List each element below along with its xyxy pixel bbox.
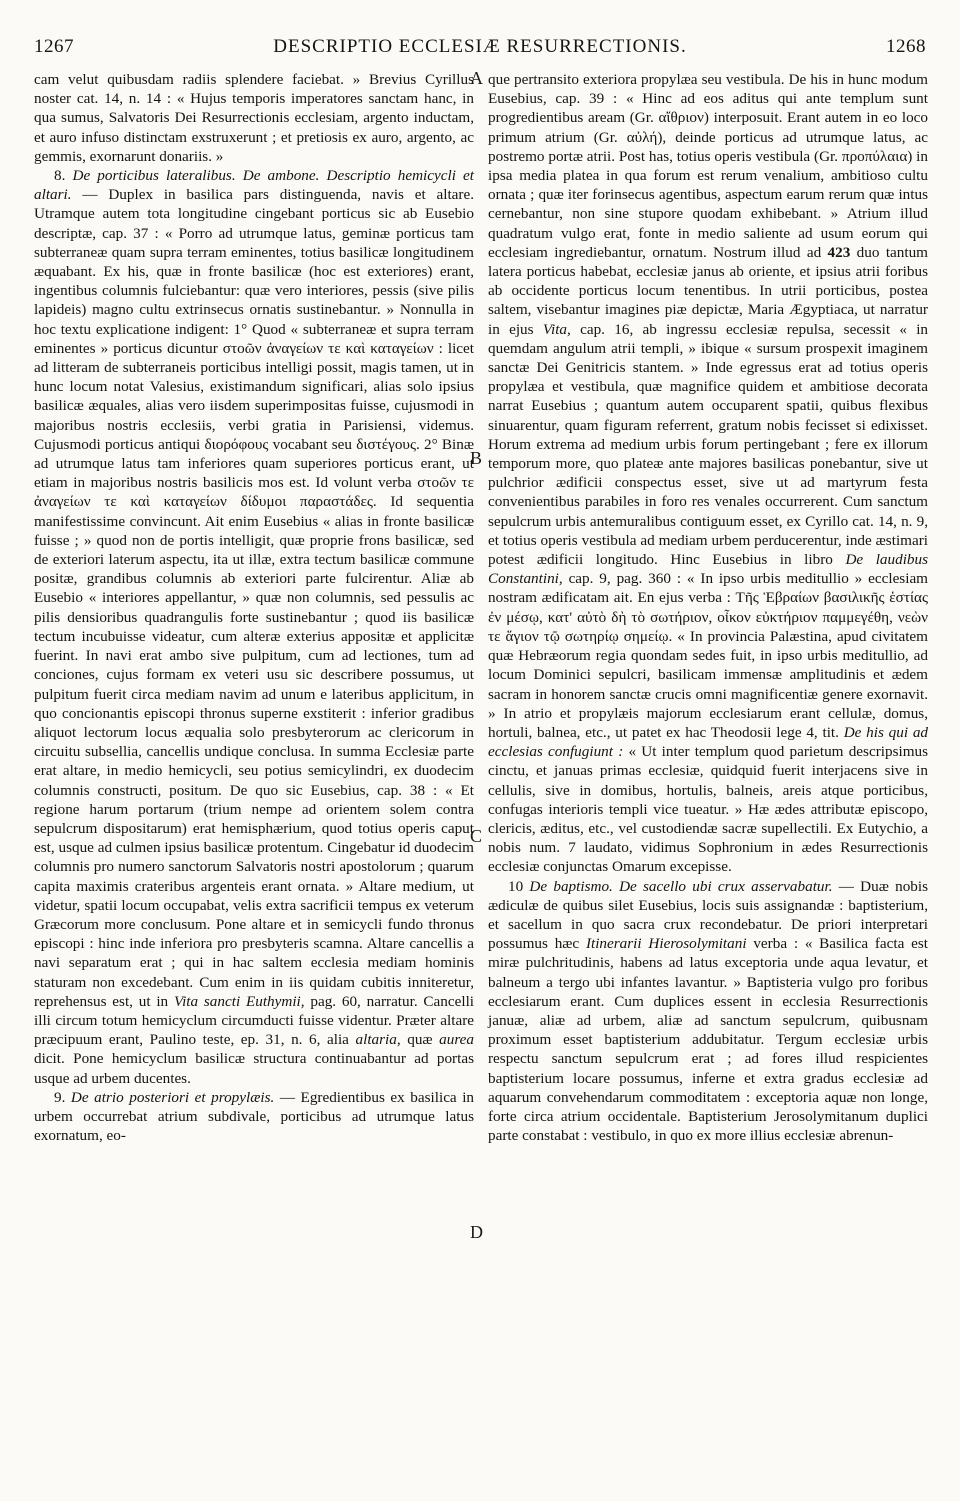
- section-10-body: — Duæ nobis ædiculæ de quibus silet Eusebius, locis suis assignandæ : baptisterium, et sacellum in quo sacra crux recondebatur. De priori interpretari possumus hæc: [488, 877, 929, 953]
- section-8-tail: pag. 60, narratur. Cancelli illi circum totum hemicyclum circumducti fuisse videntur. Præter altare præcipuum erant, Paulino teste, ep. 31, n. 6, alia: [34, 992, 475, 1049]
- right-ref-laudibus: De laudibus Constantini,: [488, 551, 929, 588]
- section-8-altaria: altaria,: [355, 1031, 401, 1049]
- right-column: [488, 70, 928, 1145]
- right-paragraph-1: [488, 70, 928, 877]
- margin-marker-b: B: [470, 448, 483, 468]
- left-column: [34, 70, 474, 1145]
- margin-marker-a: A: [470, 68, 483, 88]
- section-8-title: De porticibus lateralibus. De ambone. Descriptio hemicycli et altari.: [34, 167, 474, 204]
- right-text-a: que pertransito exteriora propylæa seu vestibula. De his in hunc modum Eusebius, cap. 39 : « Hinc ad eos aditus qui ante templum sunt progredientibus aream (Gr. αἴθριον) interposuit. Erant autem in eo loco primum atrium (Gr. αὐλή), deinde porticus ad utrumque latus, ac postremo portæ atrii. Post has, totius operis vestibula (Gr. προπύλαια) in ipsa media platea in qua forum est rerum venalium, ambitioso cultu ornata ; quæ iter forinsecus agentibus, aspectum earum rerum quæ intus cernebantur, non sine stupore quodam exhibebant. » Atrium illud quadratum vulgo erat, fonte in medio saliente ad usum eorum qui ecclesiam ingrediebantur, ornatum. Nostrum illud ad: [488, 71, 928, 261]
- section-10-title: De baptismo. De sacello ubi crux asservabatur.: [529, 877, 833, 895]
- section-8-ref-vita: Vita sancti Euthymii,: [173, 992, 305, 1010]
- section-10: [488, 877, 928, 1146]
- section-8-mid: quæ: [407, 1031, 433, 1049]
- section-8-aurea: aurea: [439, 1031, 475, 1049]
- section-10-tail: verba : « Basilica facta est miræ pulchritudinis, habens ad latus exceptoria unde aqua levatur, et balneum a tergo ubi infantes lavantur. » Baptisteria vulgo pro foribus ecclesiarum erant. Cum duplices essent in ecclesia Resurrectionis januæ, aliæ ad urbem, aliæ ad sanctum sepulcrum, quibusnam proximum esset baptisterium addubitatur. Tergum ecclesiæ urbis respectu sanctum sepulcrum erat ; ad fores illud respicientes baptisterium locare possumus, inferne et extra gradus ecclesiæ ad aquarum convehendarum commoditatem : exceptoria aquæ non longe, forte circa atrium occidentale. Baptisterium Jerosolymitanum duplici parte constabat : vestibulo, in quo ex more illius ecclesiæ abrenun-: [488, 935, 929, 1145]
- section-8: [34, 166, 474, 1088]
- page-number-right: 1268: [885, 36, 926, 57]
- section-9: [34, 1088, 474, 1146]
- section-8-end: dicit. Pone hemicyclum basilicæ structura continuabantur ad portas usque ad urbem ducentes.: [34, 1050, 474, 1087]
- right-ref-vita: Vita,: [542, 320, 571, 338]
- section-8-body: — Duplex in basilica pars distinguenda, navis et altare. Utramque autem tota longitudine cingebant porticus sic ab Eusebio descriptæ, cap. 37 : « Porro ad utrumque latus, geminæ porticus tam subterraneæ quam supra terram eminentes, totius basilicæ longitudinem æquabant. Ex his, quæ in fronte basilicæ (hoc est exteriores) erant, ingentibus columnis fulciebantur: quæ vero interiores, pessis (sive pilis lapideis) magno cultu extrinsecus ornatis sustinebantur. » Nonnulla in hoc textu explicatione indigent: 1° Quod « subterraneæ et supra terram eminentes » porticus dicuntur στοῶν ἀναγείων τε καὶ καταγείων : licet ad litteram de subterraneis porticibus intelligi possit, magis tamen, ut in hunc locum notat Valesius, existimandum significari, alias solo ipsius basilicæ æquales, alias vero iisdem superimpositas fuisse, cujusmodi in majoribus nostris ecclesiis, verbi gratia in Parisiensi, videmus. Cujusmodi porticus antiqui διορόφους vocabant seu διστέγους. 2° Binæ ad utrumque latus tam inferiores quam superiores porticus erant, ut etiam in majoribus nostris basilicis mos est. Id volunt verba στοῶν τε ἀναγείων τε καὶ καταγείων δίδυμοι παραστάδες. Id sequentia manifestissime convincunt. Ait enim Eusebius « alias in fronte basilicæ fuisse ; » quod non de portis intelligit, quæ proprie frons basilicæ, sed de exteriori laterum aspectu, ita ut illæ, extra tectum basilicæ commune positæ, grandibus columnis ab exteriori parte fulcirentur. Aliæ ab Eusebio « interiores appellantur, » quæ non columnis, sed pessulis ac pilis densioribus quadrangulis forte sustinebantur ; quod iis basilicæ tectum incubuisse videatur, cum alteræ exterius appositæ et applicitæ fuerint. In navi erat ambo sive pulpitum, cum ad lectiones, tum ad conciones, cujus formam ex veteri usu sic describere possumus, ut pulpitum fuerit circa mediam navim ad unum e lateribus applicitum, in quo concionantis episcopi thronus superne exstiterit : inferior gradibus aliquot lectorum locus æqualia solo presbyterorum ac clericorum in circuitu subsellia, cancellis undique conclusa. In summa Ecclesiæ parte erat altare, in medio hemicycli, seu potius semicylindri, ex duodecim columnis constructi, positum. De quo sic Eusebius, cap. 38 : « Et regione harum portarum (trium nempe ad orientem solem contra sepulcrum dispositarum) erat hemisphærium, quod totius operis caput est, usque ad culmen ipsius basilicæ protentum. Cingebatur id duodecim columnis pro numero sanctorum Salvatoris nostri apostolorum ; quarum capita maximis crateribus argenteis erant ornata. » Altare medium, ut videtur, spatii locum occupabat, velis extra sacrificii tempus ex veterum Græcorum more conclusum. Pone altare et in semicycli fundo thronus episcopi : hinc inde inferiora pro presbyteris scamna. Altare cancellis a navi separatum erat ; qui in hac saltem ecclesia mediam hominis staturam non excedebant. Cum enim in iis quidam cubitis inniteretur, reprehensus est, ut in: [34, 186, 474, 1010]
- section-9-title: De atrio posteriori et propylæis.: [70, 1088, 275, 1106]
- page-number-left: 1267: [34, 36, 74, 57]
- section-9-body: — Egredientibus ex basilica in urbem occurrebat atrium subdivale, porticibus ad utrumque latus exornatum, eo-: [34, 1088, 475, 1145]
- running-title: DESCRIPTIO ECCLESIÆ RESURRECTIONIS.: [273, 36, 687, 57]
- section-10-itinerarium: Itinerarii Hierosolymitani: [585, 935, 747, 953]
- right-ref-confugiunt: De his qui ad ecclesias confugiunt :: [488, 723, 929, 761]
- margin-marker-c: C: [470, 826, 483, 846]
- paragraph-continuation: cam velut quibusdam radiis splendere faciebat. » Brevius Cyrillus noster cat. 14, n. 14 : « Hujus temporis imperatores sanctam hanc, in qua sumus, Salvatoris Dei Resurrectionis ecclesiam, argento inductam, et auro infuso distinctam exstruxerunt ; et pretiosis ex auro, argento, ac gemmis, exornarunt donariis. »: [34, 71, 474, 165]
- right-text-c: cap. 16, ab ingressu ecclesiæ repulsa, secessit « in quemdam angulum atrii templi, » ibique « sursum prospexit imaginem sanctæ Dei Genitricis stantem. » Inde egressus erat ad totius operis propylæa et vestibula, quæ magnifice quidem et ambitiose decorata narrat Eusebius ; quantum autem occuparent spatii, quibus flexibus sinuarentur, quam figuram referrent, gratum nobis fecisset si edixisset. Horum extrema ad medium urbis forum pertingebant ; fere ex illorum temporum more, quo plateæ ante majores basilicas ponebantur, sive ut pulchrior ædificii conspectus esset, sive ut ad martyrum festa convenientibus parabiles in foro res venales occurrerent. Cum sanctum sepulcrum urbis antemuralibus contiguum esset, ex Cyrillo cat. 14, n. 9, et totius operis vestibula ad mediam urbem perducerentur, inde æstimari potest ædificii longitudo. Hinc Eusebius in libro: [488, 320, 929, 569]
- right-text-e: « Ut inter templum quod parietum descripsimus cinctu, et januas primas ecclesiæ, quidquid fuerit interjacens sive in cellulis, sive in domibus, hortulis, balneis, areis atque porticibus, confugas interioris templi vice tueatur. » Hæ ædes attributæ episcopo, clericis, æditus, etc., vel custodiendæ sacræ supellectili. Ex Eutychio, a nobis num. 7 laudato, vidimus Sophronium in ædes Resurrectionis ecclesiæ conjunctas Omarum excepisse.: [488, 743, 929, 876]
- marginal-number: 423: [827, 243, 851, 261]
- section-8-number: 8.: [54, 167, 66, 185]
- page-header: [34, 36, 926, 66]
- section-10-number: 10: [508, 877, 524, 895]
- margin-marker-d: D: [470, 1222, 483, 1242]
- right-text-d: cap. 9, pag. 360 : « In ipso urbis meditullio » ecclesiam nostram ædificatam ait. En ejus verba : Τῆς Ἑβραίων βασιλικῆς ἑστίας ἐν μέσῳ, κατ' αὐτὸ δὴ τὸ σωτήριον, οἶκον εὐκτήριον παμμεγέθη, νεὼν τε ἅγιον τῷ σωτηρίῳ σημείῳ. « In provincia Palæstina, apud civitatem quæ Hebræorum regia quondam sedes fuit, in ipso urbis meditullio, ad locum Dominici sepulcri, basilicam immensæ amplitudinis et ædem sacram in honorem sanctæ crucis omni magnificentiæ genere exornavit. » In atrio et propylæis majorum ecclesiarum erant cellulæ, domus, hortuli, balnea, etc., ut patet ex hac Theodosii lege 4, tit.: [488, 570, 928, 741]
- section-9-number: 9.: [54, 1088, 66, 1106]
- right-text-b: duo tantum latera porticus habebat, ecclesiæ janus ab oriente, et ipsius atrii foribus ab occidente porticus locum tenentibus. In utrii porticibus, postea saltem, visebantur imagines piæ depictæ, Maria Ægyptiaca, ut narratur in ejus: [488, 243, 928, 338]
